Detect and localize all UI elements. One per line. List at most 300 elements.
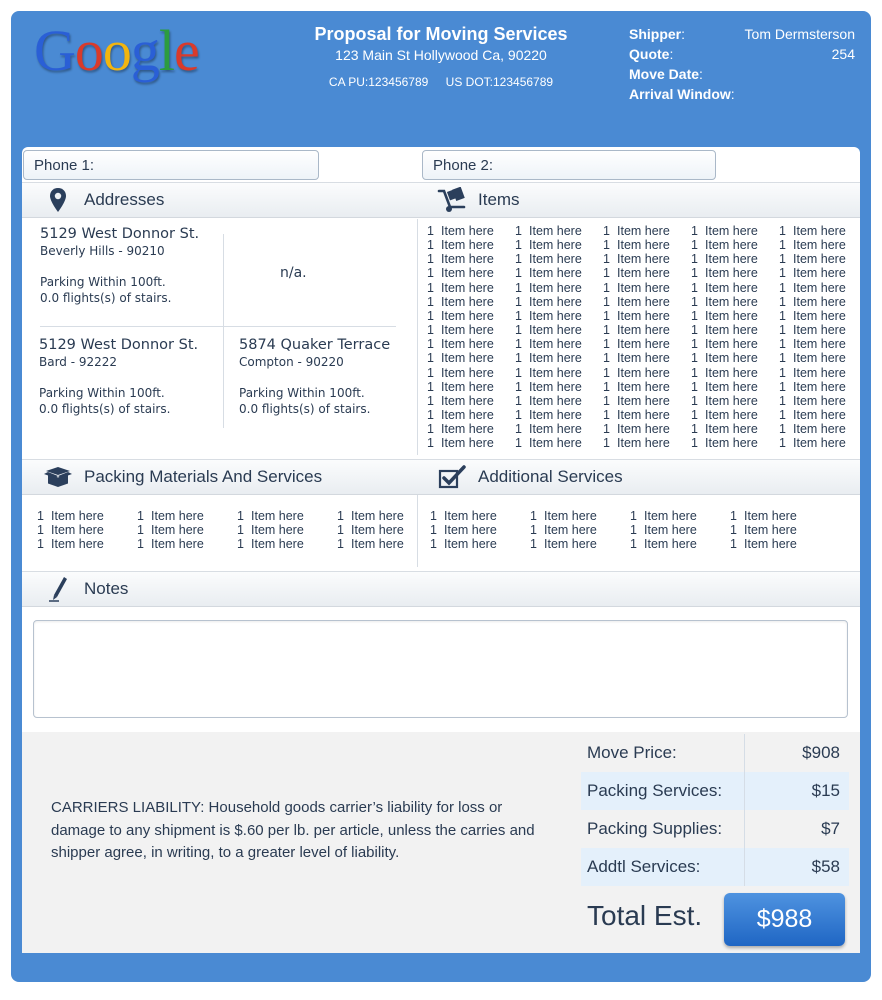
list-item <box>427 351 494 365</box>
addtl-services-row <box>581 848 849 886</box>
item-quantity: 1 <box>515 308 522 323</box>
list-item <box>603 224 670 238</box>
item-label: Item here <box>793 238 846 253</box>
address-street: 5129 West Donnor St. <box>39 337 199 353</box>
item-quantity: 1 <box>779 323 786 338</box>
item-label: Item here <box>441 393 494 408</box>
list-item <box>427 224 494 238</box>
list-item <box>779 408 846 422</box>
item-quantity: 1 <box>691 393 698 408</box>
box-icon <box>38 466 78 488</box>
item-quantity: 1 <box>515 422 522 437</box>
item-label: Item here <box>544 523 597 538</box>
map-pin-icon <box>38 188 78 212</box>
address-stairs: 0.0 flights(s) of stairs. <box>40 291 172 305</box>
list-item <box>691 380 758 394</box>
list-item <box>427 380 494 394</box>
address-street: 5874 Quaker Terrace <box>239 337 391 353</box>
list-item <box>779 436 846 450</box>
item-label: Item here <box>444 509 497 523</box>
list-item <box>779 281 846 295</box>
list-item <box>630 509 697 523</box>
item-quantity: 1 <box>427 238 434 253</box>
item-label: Item here <box>793 280 846 295</box>
company-logo <box>34 18 199 83</box>
item-quantity: 1 <box>427 379 434 394</box>
item-label: Item here <box>705 308 758 323</box>
logo-letter: o <box>74 18 103 83</box>
list-item <box>515 351 582 365</box>
logo-letter: l <box>158 18 175 83</box>
shipper-value: Tom Dermsterson <box>744 26 855 42</box>
list-item <box>603 266 670 280</box>
item-label: Item here <box>744 509 797 523</box>
item-label: Item here <box>617 351 670 366</box>
list-item <box>779 380 846 394</box>
packing-supplies-row <box>581 810 849 848</box>
item-label: Item here <box>617 323 670 338</box>
list-item <box>37 523 104 537</box>
list-item <box>427 436 494 450</box>
item-label: Item here <box>617 422 670 437</box>
item-label: Item here <box>529 238 582 253</box>
item-label: Item here <box>441 308 494 323</box>
address-parking: Parking Within 100ft. <box>40 275 166 289</box>
item-label: Item here <box>617 238 670 253</box>
item-quantity: 1 <box>515 294 522 309</box>
list-item <box>37 509 104 523</box>
arrival-window-label: Arrival Window <box>629 86 731 102</box>
list-item <box>337 509 404 523</box>
list-item <box>427 252 494 266</box>
item-quantity: 1 <box>427 252 434 267</box>
item-quantity: 1 <box>779 379 786 394</box>
item-label: Item here <box>441 252 494 267</box>
item-quantity: 1 <box>37 537 44 552</box>
item-quantity: 1 <box>427 436 434 451</box>
list-item <box>603 337 670 351</box>
list-item <box>691 323 758 337</box>
list-item <box>237 523 304 537</box>
price-label: Move Price: <box>587 743 677 762</box>
item-quantity: 1 <box>515 252 522 267</box>
item-label: Item here <box>444 537 497 552</box>
item-quantity: 1 <box>603 280 610 295</box>
item-quantity: 1 <box>630 509 637 523</box>
item-label: Item here <box>705 252 758 267</box>
list-item <box>603 408 670 422</box>
list-item <box>430 509 497 523</box>
item-quantity: 1 <box>603 323 610 338</box>
list-item <box>427 366 494 380</box>
item-label: Item here <box>529 365 582 380</box>
list-item <box>515 252 582 266</box>
list-item <box>515 394 582 408</box>
list-item <box>515 436 582 450</box>
item-quantity: 1 <box>427 337 434 352</box>
item-quantity: 1 <box>427 294 434 309</box>
item-quantity: 1 <box>515 280 522 295</box>
list-item <box>137 523 204 537</box>
shipper-row: Shipper: Tom Dermsterson <box>629 26 855 46</box>
item-quantity: 1 <box>530 523 537 538</box>
list-item <box>427 309 494 323</box>
pen-icon <box>38 576 78 602</box>
item-label: Item here <box>617 308 670 323</box>
item-quantity: 1 <box>237 523 244 538</box>
list-item <box>427 238 494 252</box>
item-label: Item here <box>705 238 758 253</box>
license-numbers <box>300 75 582 89</box>
packing-services-row <box>581 772 849 810</box>
list-item <box>691 436 758 450</box>
list-item <box>603 295 670 309</box>
item-label: Item here <box>529 323 582 338</box>
us-dot-number: US DOT:123456789 <box>445 75 554 89</box>
item-quantity: 1 <box>515 379 522 394</box>
item-label: Item here <box>51 509 104 523</box>
item-quantity: 1 <box>237 537 244 552</box>
item-label: Item here <box>793 379 846 394</box>
list-item <box>515 295 582 309</box>
item-quantity: 1 <box>779 407 786 422</box>
item-quantity: 1 <box>430 509 437 523</box>
item-label: Item here <box>529 351 582 366</box>
item-quantity: 1 <box>530 509 537 523</box>
phone-2-field[interactable]: Phone 2: <box>422 150 716 180</box>
item-quantity: 1 <box>515 224 522 238</box>
list-item <box>337 537 404 551</box>
item-quantity: 1 <box>515 436 522 451</box>
item-label: Item here <box>441 365 494 380</box>
item-quantity: 1 <box>427 308 434 323</box>
item-label: Item here <box>744 523 797 538</box>
quote-value: 254 <box>831 46 855 62</box>
origin-alt-address: n/a. <box>280 265 307 281</box>
list-item <box>630 523 697 537</box>
item-label: Item here <box>705 323 758 338</box>
item-label: Item here <box>793 337 846 352</box>
item-label: Item here <box>441 422 494 437</box>
logo-letter: o <box>102 18 131 83</box>
proposal-title: Proposal for Moving Services <box>314 24 568 44</box>
item-label: Item here <box>793 436 846 451</box>
list-item <box>430 537 497 551</box>
list-item <box>779 394 846 408</box>
list-item <box>427 323 494 337</box>
list-item <box>515 366 582 380</box>
item-quantity: 1 <box>691 407 698 422</box>
list-item <box>779 252 846 266</box>
item-quantity: 1 <box>427 266 434 281</box>
item-label: Item here <box>441 407 494 422</box>
ca-pu-number: CA PU:123456789 <box>328 75 429 89</box>
list-item <box>691 351 758 365</box>
item-quantity: 1 <box>515 351 522 366</box>
item-label: Item here <box>529 337 582 352</box>
item-quantity: 1 <box>603 238 610 253</box>
item-quantity: 1 <box>603 252 610 267</box>
list-item <box>427 295 494 309</box>
item-quantity: 1 <box>603 337 610 352</box>
item-quantity: 1 <box>603 294 610 309</box>
item-label: Item here <box>529 407 582 422</box>
list-item <box>603 238 670 252</box>
list-item <box>603 436 670 450</box>
item-label: Item here <box>529 252 582 267</box>
item-label: Item here <box>251 523 304 538</box>
item-quantity: 1 <box>779 266 786 281</box>
item-quantity: 1 <box>515 337 522 352</box>
origin-address <box>40 226 199 305</box>
item-quantity: 1 <box>691 323 698 338</box>
address-divider <box>223 234 224 428</box>
arrival-window-row: Arrival Window: <box>629 86 735 102</box>
item-label: Item here <box>441 436 494 451</box>
item-quantity: 1 <box>779 224 786 238</box>
item-label: Item here <box>705 379 758 394</box>
list-item <box>779 295 846 309</box>
price-label: Addtl Services: <box>587 857 701 876</box>
item-label: Item here <box>351 509 404 523</box>
item-label: Item here <box>444 523 497 538</box>
item-quantity: 1 <box>730 537 737 552</box>
company-address: 123 Main St Hollywood Ca, 90220 <box>335 47 547 63</box>
list-item <box>427 394 494 408</box>
item-quantity: 1 <box>630 537 637 552</box>
item-label: Item here <box>529 422 582 437</box>
list-item <box>730 523 797 537</box>
item-quantity: 1 <box>427 407 434 422</box>
list-item <box>603 252 670 266</box>
item-label: Item here <box>51 537 104 552</box>
item-label: Item here <box>705 422 758 437</box>
item-quantity: 1 <box>779 351 786 366</box>
list-item <box>427 281 494 295</box>
list-item <box>603 380 670 394</box>
list-item <box>427 408 494 422</box>
list-item <box>603 351 670 365</box>
item-quantity: 1 <box>630 523 637 538</box>
packing-title: Packing Materials And Services <box>84 467 323 486</box>
list-item <box>603 309 670 323</box>
list-item <box>515 238 582 252</box>
item-label: Item here <box>151 537 204 552</box>
item-label: Item here <box>617 407 670 422</box>
item-label: Item here <box>529 308 582 323</box>
item-quantity: 1 <box>430 523 437 538</box>
item-quantity: 1 <box>515 238 522 253</box>
item-label: Item here <box>617 436 670 451</box>
item-label: Item here <box>705 365 758 380</box>
item-label: Item here <box>544 537 597 552</box>
item-quantity: 1 <box>691 351 698 366</box>
move-price-row <box>581 734 849 772</box>
list-item <box>530 523 597 537</box>
item-label: Item here <box>529 379 582 394</box>
total-estimate-button[interactable]: $988 <box>724 893 845 946</box>
item-quantity: 1 <box>691 422 698 437</box>
proposal-header <box>300 24 582 89</box>
list-item <box>779 351 846 365</box>
notes-textarea[interactable] <box>33 620 848 718</box>
list-item <box>691 266 758 280</box>
item-quantity: 1 <box>515 323 522 338</box>
shipment-info <box>629 26 855 106</box>
list-item <box>779 323 846 337</box>
item-quantity: 1 <box>530 537 537 552</box>
list-item <box>237 509 304 523</box>
price-value: $58 <box>811 857 840 876</box>
item-quantity: 1 <box>730 523 737 538</box>
list-item <box>603 394 670 408</box>
list-item <box>691 295 758 309</box>
list-item <box>730 537 797 551</box>
list-item <box>430 523 497 537</box>
address-stairs: 0.0 flights(s) of stairs. <box>39 402 171 416</box>
item-quantity: 1 <box>427 365 434 380</box>
item-quantity: 1 <box>691 294 698 309</box>
list-item <box>237 537 304 551</box>
addresses-title: Addresses <box>84 190 165 209</box>
item-quantity: 1 <box>603 379 610 394</box>
item-quantity: 1 <box>430 537 437 552</box>
item-quantity: 1 <box>603 422 610 437</box>
item-label: Item here <box>793 266 846 281</box>
move-date-row: Move Date: <box>629 66 703 82</box>
list-item <box>427 337 494 351</box>
address-city: Compton - 90220 <box>239 355 344 369</box>
item-label: Item here <box>441 294 494 309</box>
item-quantity: 1 <box>337 537 344 552</box>
phone-1-field[interactable]: Phone 1: <box>23 150 319 180</box>
list-item <box>603 422 670 436</box>
item-label: Item here <box>617 280 670 295</box>
item-label: Item here <box>151 523 204 538</box>
list-item <box>691 309 758 323</box>
list-item <box>630 537 697 551</box>
item-quantity: 1 <box>37 509 44 523</box>
list-item <box>691 281 758 295</box>
item-label: Item here <box>644 523 697 538</box>
item-label: Item here <box>705 337 758 352</box>
item-label: Item here <box>793 308 846 323</box>
item-label: Item here <box>544 509 597 523</box>
item-label: Item here <box>51 523 104 538</box>
item-label: Item here <box>351 537 404 552</box>
list-item <box>691 252 758 266</box>
item-label: Item here <box>744 537 797 552</box>
address-row-divider <box>40 326 396 327</box>
item-label: Item here <box>617 294 670 309</box>
list-item <box>730 509 797 523</box>
item-quantity: 1 <box>603 365 610 380</box>
checkbox-icon <box>432 465 472 489</box>
column-divider <box>417 495 418 567</box>
item-quantity: 1 <box>691 280 698 295</box>
notes-title: Notes <box>84 579 129 598</box>
item-label: Item here <box>441 351 494 366</box>
item-label: Item here <box>529 393 582 408</box>
item-quantity: 1 <box>779 252 786 267</box>
item-label: Item here <box>441 379 494 394</box>
item-label: Item here <box>705 436 758 451</box>
item-label: Item here <box>793 252 846 267</box>
move-date-label: Move Date <box>629 66 700 82</box>
item-label: Item here <box>617 379 670 394</box>
item-label: Item here <box>705 266 758 281</box>
item-label: Item here <box>617 266 670 281</box>
item-quantity: 1 <box>427 280 434 295</box>
address-parking: Parking Within 100ft. <box>39 386 165 400</box>
item-label: Item here <box>617 252 670 267</box>
item-quantity: 1 <box>691 266 698 281</box>
price-value: $15 <box>811 781 840 800</box>
item-label: Item here <box>793 393 846 408</box>
list-item <box>779 224 846 238</box>
item-quantity: 1 <box>515 393 522 408</box>
list-item <box>691 366 758 380</box>
list-item <box>515 266 582 280</box>
list-item <box>603 366 670 380</box>
item-label: Item here <box>617 393 670 408</box>
item-quantity: 1 <box>603 224 610 238</box>
addresses-section-header <box>22 182 418 218</box>
item-label: Item here <box>529 266 582 281</box>
item-quantity: 1 <box>603 407 610 422</box>
item-quantity: 1 <box>515 407 522 422</box>
list-item <box>515 281 582 295</box>
item-quantity: 1 <box>427 393 434 408</box>
item-quantity: 1 <box>237 509 244 523</box>
list-item <box>530 537 597 551</box>
item-label: Item here <box>644 509 697 523</box>
item-label: Item here <box>529 280 582 295</box>
item-label: Item here <box>705 407 758 422</box>
item-label: Item here <box>705 294 758 309</box>
item-quantity: 1 <box>137 537 144 552</box>
item-label: Item here <box>251 537 304 552</box>
item-quantity: 1 <box>137 509 144 523</box>
item-quantity: 1 <box>730 509 737 523</box>
item-quantity: 1 <box>427 323 434 338</box>
column-divider <box>417 219 418 455</box>
items-section-header <box>418 182 860 218</box>
list-item <box>691 337 758 351</box>
item-quantity: 1 <box>603 266 610 281</box>
list-item <box>137 509 204 523</box>
list-item <box>515 224 582 238</box>
item-quantity: 1 <box>779 436 786 451</box>
item-quantity: 1 <box>779 393 786 408</box>
notes-section-header <box>22 571 860 607</box>
item-label: Item here <box>441 280 494 295</box>
item-label: Item here <box>529 436 582 451</box>
additional-services-title: Additional Services <box>478 467 623 486</box>
item-label: Item here <box>793 365 846 380</box>
hand-truck-icon <box>432 187 472 213</box>
item-quantity: 1 <box>779 280 786 295</box>
item-label: Item here <box>529 224 582 238</box>
list-item <box>779 422 846 436</box>
item-quantity: 1 <box>515 365 522 380</box>
list-item <box>515 309 582 323</box>
list-item <box>427 266 494 280</box>
list-item <box>779 366 846 380</box>
item-label: Item here <box>793 351 846 366</box>
item-label: Item here <box>644 537 697 552</box>
item-label: Item here <box>441 224 494 238</box>
